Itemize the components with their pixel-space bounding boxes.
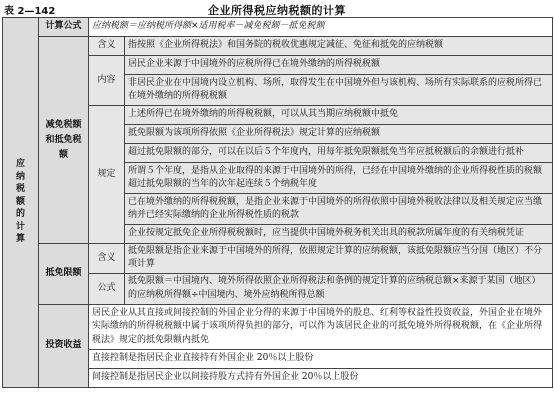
rules-label: 规定 bbox=[89, 106, 125, 244]
investment-item: 居民企业从其直接或间接控制的外国企业分得的来源于中国境外的股息、红利等权益性投资收益，外国企业在境外实际缴纳的所得税税额中属于该项所得负担的部分，可以作为该居民企业的可抵免境外所得税税额，在《企业所得税法》规定的抵免限额内抵免 bbox=[89, 304, 553, 349]
reduce-meaning-text: 指按照《企业所得税法》和国务院的税收优惠规定减征、免征和抵免的应纳税额 bbox=[125, 37, 553, 56]
rule-item: 所谓５个年度，是指从企业取得的来源于中国境外的所得，已经在中国境外缴纳的企业所得税性质的税额超过抵免限额的当年的次年起连续５个纳税年度 bbox=[125, 163, 553, 194]
investment-item: 间接控制是指居民企业以间接持股方式持有外国企业 20％以上股份 bbox=[89, 368, 553, 387]
investment-label: 投资收益 bbox=[39, 304, 89, 387]
rule-item: 抵免限额为该项所得依照《企业所得税法》规定计算的应纳税额 bbox=[125, 125, 553, 144]
reduce-offset-label: 减免税额和抵免税额 bbox=[39, 37, 89, 244]
main-section-label: 应纳税额的计算 bbox=[3, 18, 39, 388]
content-item: 居民企业来源于中国境外的应税所得已在境外缴纳的所得税税额 bbox=[125, 56, 553, 75]
credit-formula-text: 抵免限额＝中国境内、境外所得依照企业所得税法和条例的规定计算的应纳税总额×来源于某国（地区）的应纳税所得额÷中国境内、境外应纳税所得总额 bbox=[125, 273, 553, 304]
content-label: 内容 bbox=[89, 56, 125, 106]
rule-item: 企业按规定抵免企业所得税税额时，应当提供中国境外税务机关出具的税款所属年度的有关纳税凭证 bbox=[125, 225, 553, 244]
table-title: 企业所得税应纳税额的计算 bbox=[208, 4, 346, 17]
tax-calculation-table bbox=[2, 17, 553, 388]
investment-item: 直接控制是指居民企业直接持有外国企业 20％以上股份 bbox=[89, 349, 553, 368]
credit-limit-label: 抵免限额 bbox=[39, 244, 89, 305]
credit-meaning-text: 抵免限额是指企业来源于中国境外的所得，依照规定计算的应纳税额，该抵免限额应当分国（地区）不分项计算 bbox=[125, 244, 553, 274]
rule-item: 超过抵免限额的部分，可以在以后５个年度内，用每年抵免限额抵免当年应抵税额后的余额进行抵补 bbox=[125, 144, 553, 163]
formula-text: 应纳税额＝应纳税所得额×适用税率－减免税额－抵免税额 bbox=[89, 18, 553, 37]
formula-label: 计算公式 bbox=[39, 18, 89, 37]
table-header bbox=[0, 0, 554, 17]
content-item: 非居民企业在中国境内设立机构、场所，取得发生在中国境外但与该机构、场所有实际联系的应税所得已在境外缴纳的所得税税额 bbox=[125, 75, 553, 106]
rule-item: 上述所得已在境外缴纳的所得税税额，可以从其当期应纳税额中抵免 bbox=[125, 106, 553, 125]
table-number: 表 2—142 bbox=[4, 6, 56, 17]
rule-item: 已在境外缴纳的所得税税额，是指企业来源于中国境外的所得依照中国境外税收法律以及相关规定应当缴纳并已经实际缴纳的企业所得税性质的税款 bbox=[125, 194, 553, 225]
credit-meaning-label: 含义 bbox=[89, 244, 125, 274]
credit-formula-label: 公式 bbox=[89, 273, 125, 304]
reduce-meaning-label: 含义 bbox=[89, 37, 125, 56]
